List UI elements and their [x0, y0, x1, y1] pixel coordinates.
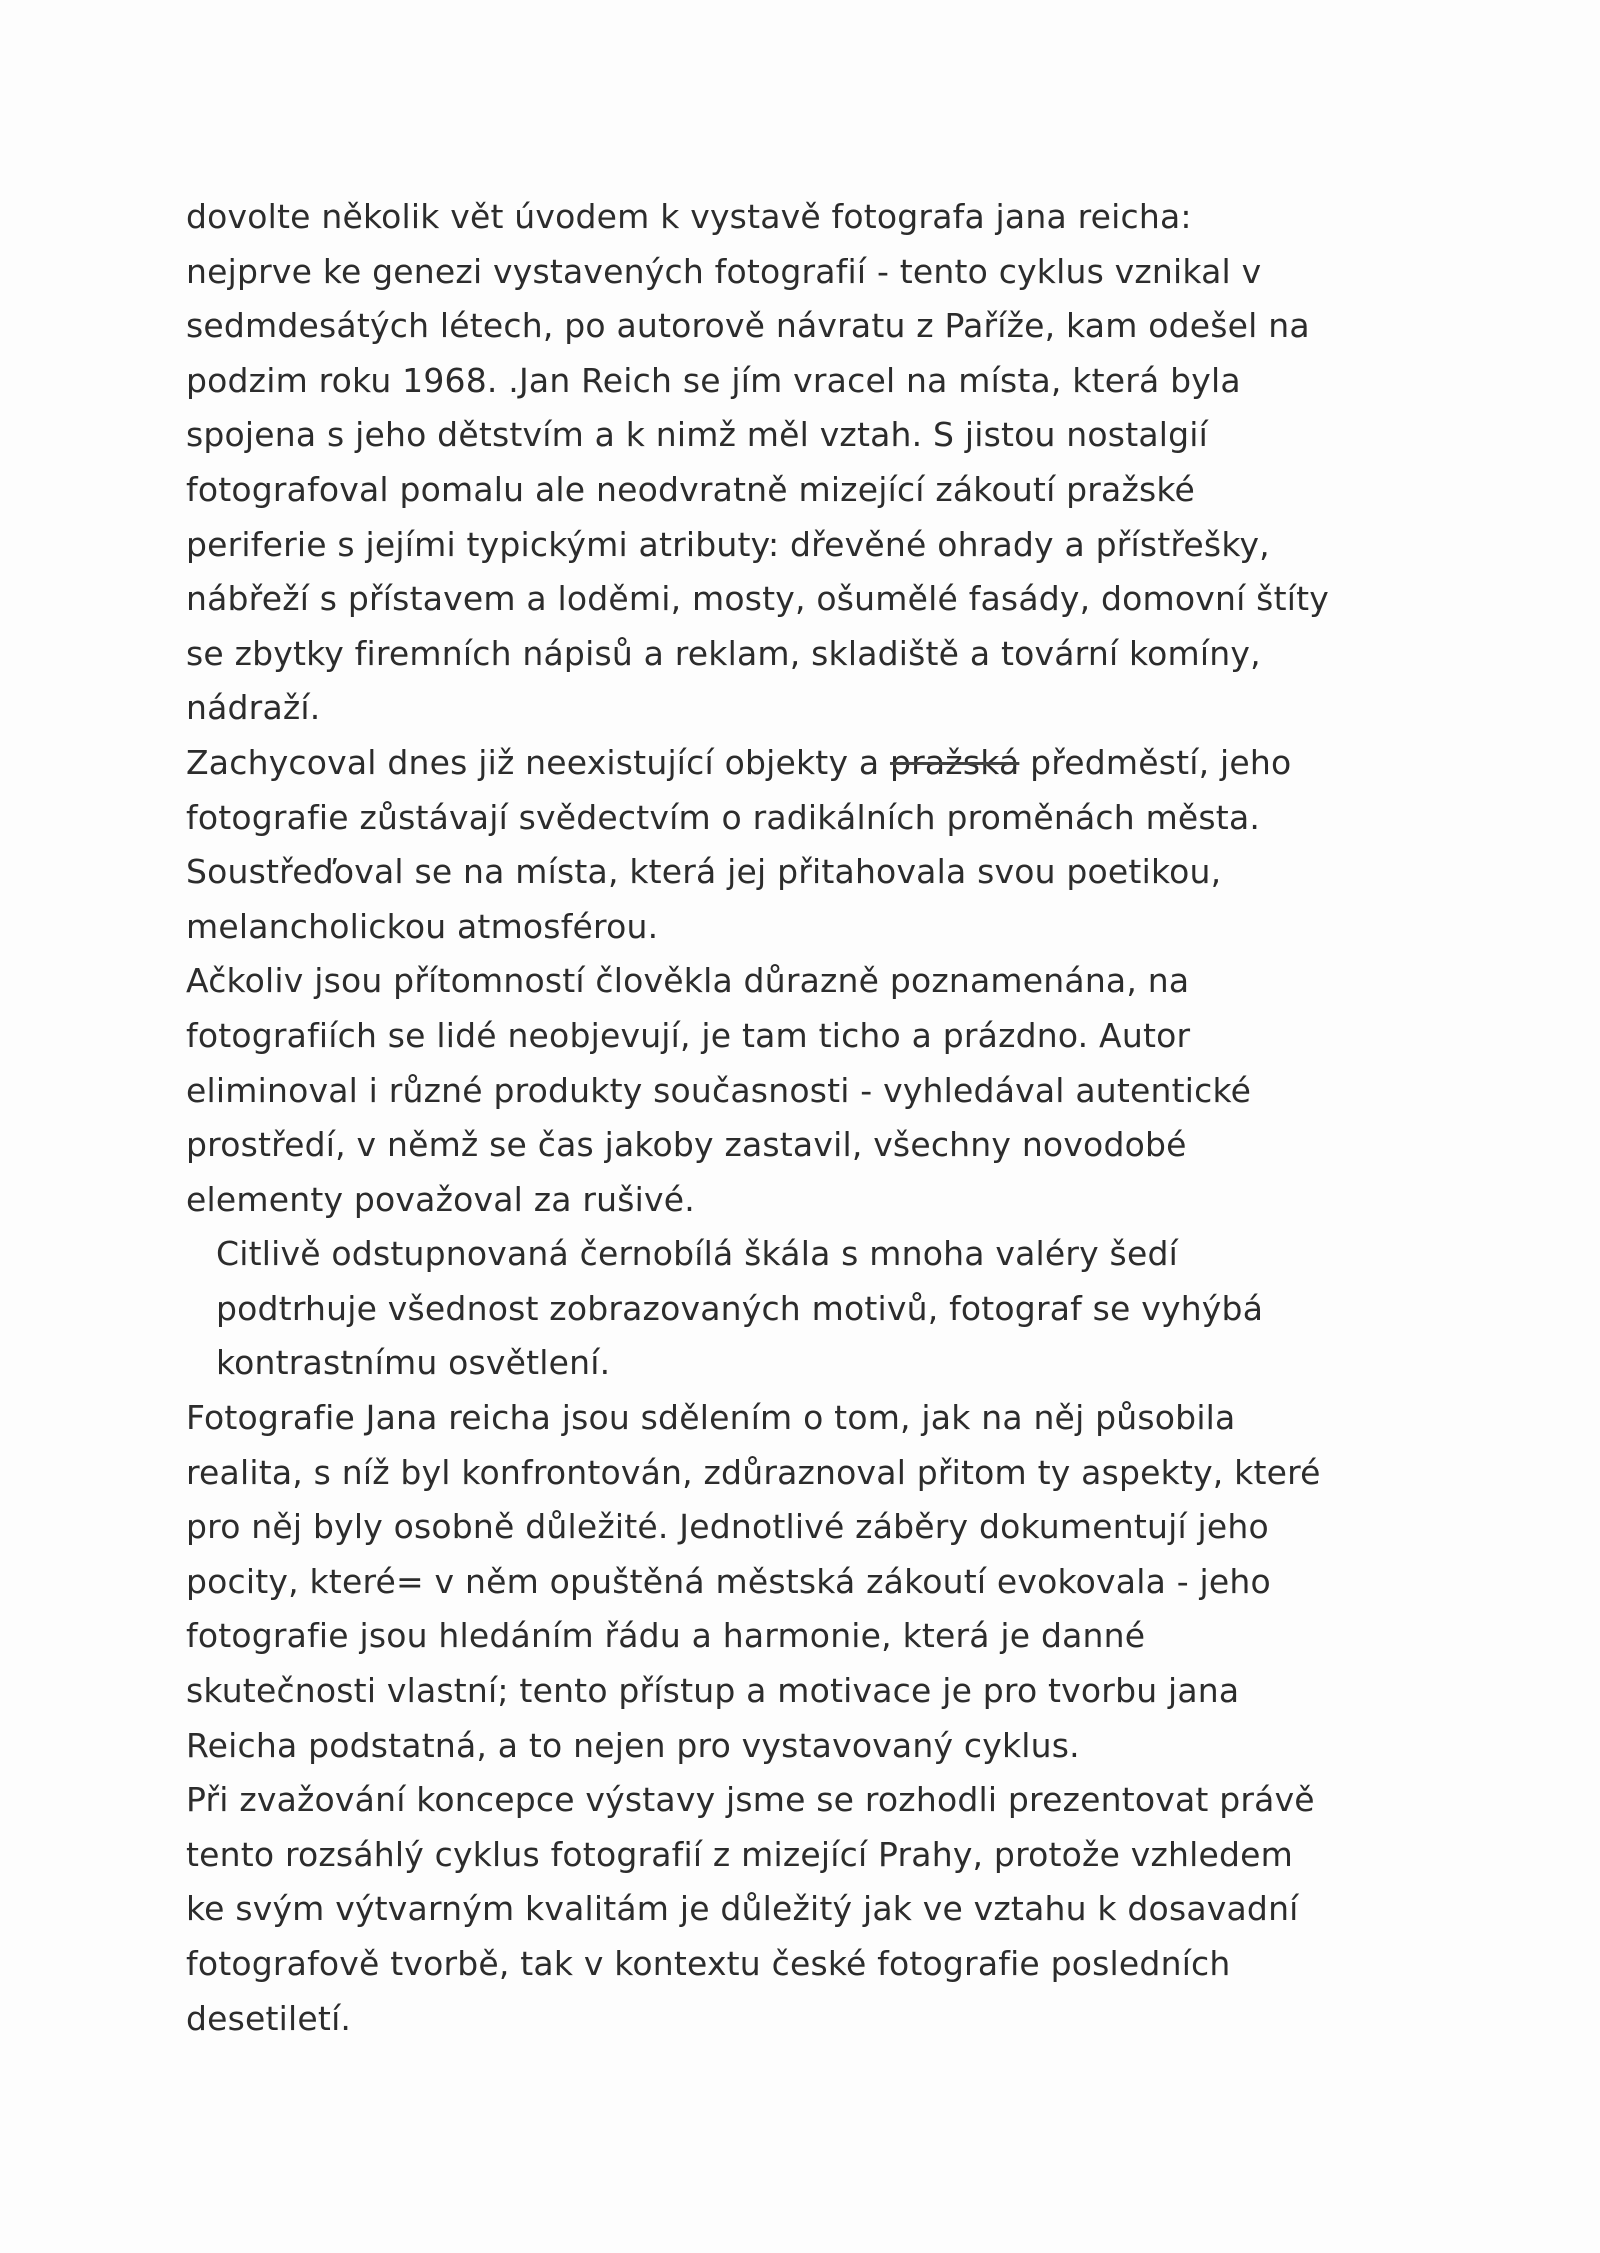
text-line: prostředí, v němž se čas jakoby zastavil, všechny novodobé: [186, 1125, 1187, 1165]
text-line: elementy považoval za rušivé.: [186, 1179, 695, 1219]
text-line: pocity, které= v něm opuštěná městská zákoutí evokovala - jeho: [186, 1561, 1271, 1601]
indented-text-line: podtrhuje všednost zobrazovaných motivů, fotograf se vyhýbá: [216, 1288, 1264, 1328]
indented-text-line: kontrastnímu osvětlení.: [216, 1343, 611, 1383]
text-line: se zbytky firemních nápisů a reklam, skladiště a tovární komíny,: [186, 633, 1261, 673]
text-line: ke svým výtvarným kvalitám je důležitý jak ve vztahu k dosavadní: [186, 1889, 1299, 1929]
text-line: nejprve ke genezi vystavených fotografií - tento cyklus vznikal v: [186, 251, 1262, 291]
text-line: tento rozsáhlý cyklus fotografií z mizející Prahy, protože vzhledem: [186, 1834, 1293, 1874]
text-line: Při zvažování koncepce výstavy jsme se rozhodli prezentovat právě: [186, 1780, 1315, 1820]
struck-word: pražská: [889, 742, 1020, 782]
text-line: realita, s níž byl konfrontován, zdůraznoval přitom ty aspekty, které: [186, 1452, 1321, 1492]
text-line: fotografie jsou hledáním řádu a harmonie, která je danné: [186, 1616, 1146, 1656]
text-segment: Zachycoval dnes již neexistující objekty a: [186, 742, 890, 782]
text-line: melancholickou atmosférou.: [186, 906, 659, 946]
text-line: pro něj byly osobně důležité. Jednotlivé záběry dokumentují jeho: [186, 1507, 1269, 1547]
text-line: Fotografie Jana reicha jsou sdělením o tom, jak na něj působila: [186, 1398, 1236, 1438]
text-line: nábřeží s přístavem a loděmi, mosty, ošumělé fasády, domovní štíty: [186, 579, 1329, 619]
text-line: dovolte několik vět úvodem k vystavě fotografa jana reicha:: [186, 197, 1192, 236]
text-line: fotografie zůstávají svědectvím o radikálních proměnách města.: [186, 797, 1261, 837]
text-line: Soustřeďoval se na místa, která jej přitahovala svou poetikou,: [186, 852, 1222, 892]
text-line-with-strikethrough: [186, 736, 1486, 791]
text-line: desetiletí.: [186, 1998, 352, 2038]
text-line: eliminoval i různé produkty současnosti - vyhledával autentické: [186, 1070, 1252, 1110]
text-line: Reicha podstatná, a to nejen pro vystavovaný cyklus.: [186, 1725, 1080, 1765]
text-line: podzim roku 1968. .Jan Reich se jím vracel na místa, která byla: [186, 360, 1241, 400]
text-line: nádraží.: [186, 688, 321, 728]
text-line: spojena s jeho dětstvím a k nimž měl vztah. S jistou nostalgií: [186, 415, 1209, 455]
text-line: skutečnosti vlastní; tento přístup a motivace je pro tvorbu jana: [186, 1671, 1240, 1711]
text-line: fotografově tvorbě, tak v kontextu české fotografie posledních: [186, 1944, 1231, 1983]
text-line: fotografiích se lidé neobjevují, je tam ticho a prázdno. Autor: [186, 1015, 1191, 1055]
text-line: fotografoval pomalu ale neodvratně mizející zákoutí pražské: [186, 469, 1196, 509]
document-text: [186, 190, 1486, 2046]
indented-text-line: Citlivě odstupnovaná černobílá škála s mnoha valéry šedí: [216, 1234, 1178, 1274]
text-line: Ačkoliv jsou přítomností člověkla důrazně poznamenána, na: [186, 961, 1190, 1001]
text-line: periferie s jejími typickými atributy: dřevěné ohrady a přístřešky,: [186, 524, 1270, 564]
text-segment: předměstí, jeho: [1019, 742, 1292, 782]
text-line: sedmdesátých létech, po autorově návratu z Paříže, kam odešel na: [186, 306, 1310, 346]
